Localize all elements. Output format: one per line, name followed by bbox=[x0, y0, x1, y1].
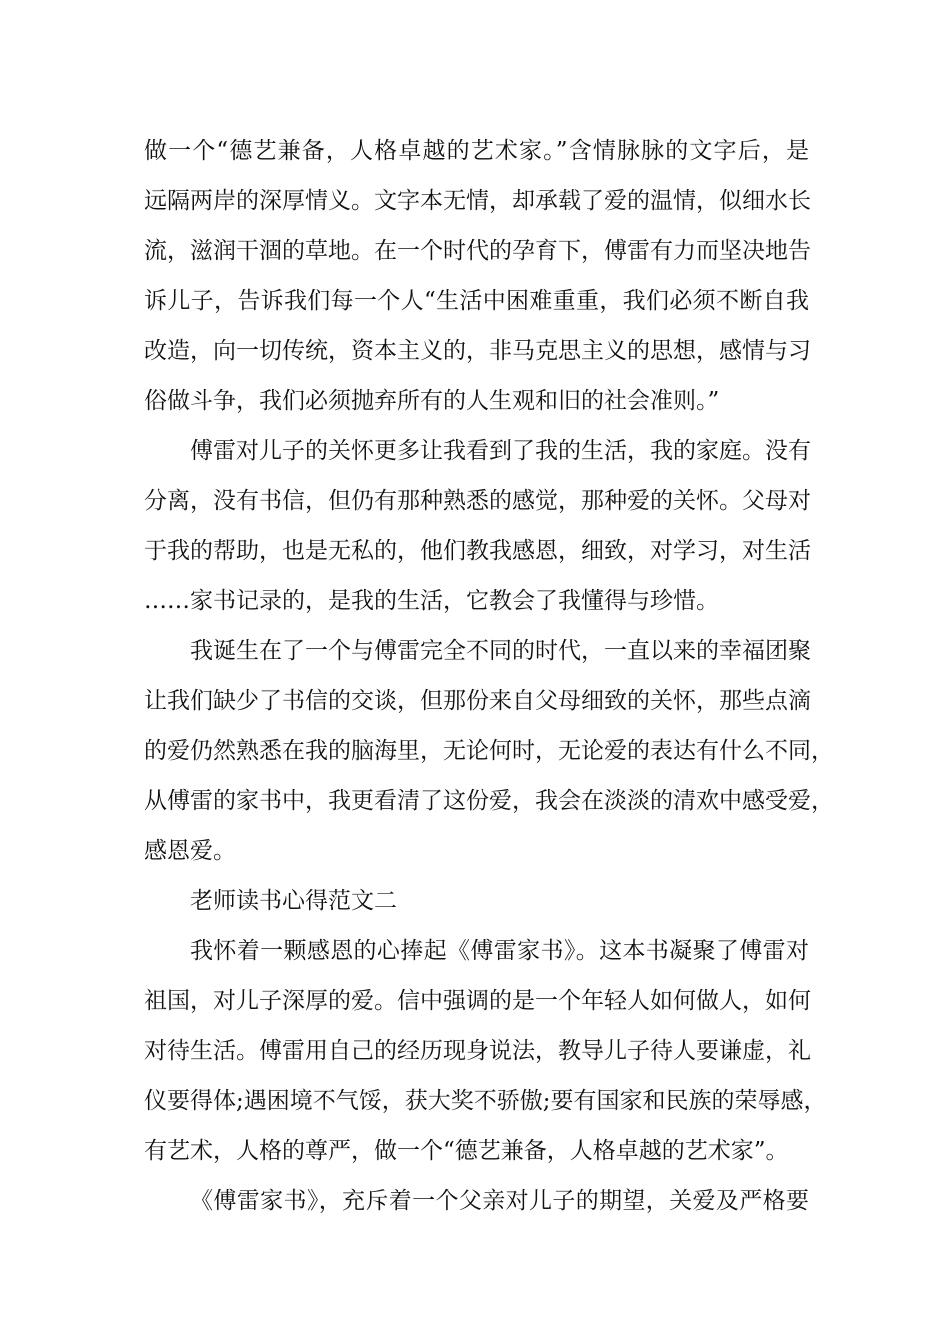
paragraph-first-line: 傅雷对儿子的关怀更多让我看到了我的生活，我的家庭。没有 bbox=[190, 438, 811, 464]
text-line: 诉儿子，告诉我们每一个人“生活中困难重重，我们必须不断自我 bbox=[144, 288, 809, 314]
text-line: 对待生活。傅雷用自己的经历现身说法，教导儿子待人要谦虚，礼 bbox=[144, 1038, 811, 1064]
paragraph-first-line: 我怀着一颗感恩的心捧起《傅雷家书》。这本书凝聚了傅雷对 bbox=[190, 938, 809, 964]
text-line: 远隔两岸的深厚情义。文字本无情，却承载了爱的温情，似细水长 bbox=[144, 188, 811, 214]
text-line: 有艺术，人格的尊严，做一个“德艺兼备，人格卓越的艺术家”。 bbox=[144, 1138, 789, 1164]
text-line: 仪要得体;遇困境不气馁，获大奖不骄傲;要有国家和民族的荣辱感， bbox=[144, 1088, 827, 1114]
paragraph-first-line: 《傅雷家书》，充斥着一个父亲对儿子的期望，关爱及严格要 bbox=[190, 1188, 809, 1214]
section-heading: 老师读书心得范文二 bbox=[190, 888, 397, 914]
text-line: 于我的帮助，也是无私的，他们教我感恩，细致，对学习，对生活 bbox=[144, 538, 811, 564]
text-line: 改造，向一切传统，资本主义的，非马克思主义的思想，感情与习 bbox=[144, 338, 811, 364]
text-line: 流，滋润干涸的草地。在一个时代的孕育下，傅雷有力而坚决地告 bbox=[144, 238, 811, 264]
text-line: 感恩爱。 bbox=[144, 838, 236, 864]
text-line: ……家书记录的，是我的生活，它教会了我懂得与珍惜。 bbox=[144, 588, 719, 614]
text-line: 的爱仍然熟悉在我的脑海里，无论何时，无论爱的表达有什么不同， bbox=[144, 738, 834, 764]
text-line: 分离，没有书信，但仍有那种熟悉的感觉，那种爱的关怀。父母对 bbox=[144, 488, 811, 514]
text-line: 俗做斗争，我们必须抛弃所有的人生观和旧的社会准则。” bbox=[144, 388, 720, 414]
text-line: 祖国，对儿子深厚的爱。信中强调的是一个年轻人如何做人，如何 bbox=[144, 988, 811, 1014]
text-line: 从傅雷的家书中，我更看清了这份爱，我会在淡淡的清欢中感受爱， bbox=[144, 788, 834, 814]
paragraph-first-line: 我诞生在了一个与傅雷完全不同的时代，一直以来的幸福团聚 bbox=[190, 638, 811, 664]
text-line: 让我们缺少了书信的交谈，但那份来自父母细致的关怀，那些点滴 bbox=[144, 688, 811, 714]
text-line: 做一个“德艺兼备，人格卓越的艺术家。”含情脉脉的文字后，是 bbox=[144, 138, 809, 164]
